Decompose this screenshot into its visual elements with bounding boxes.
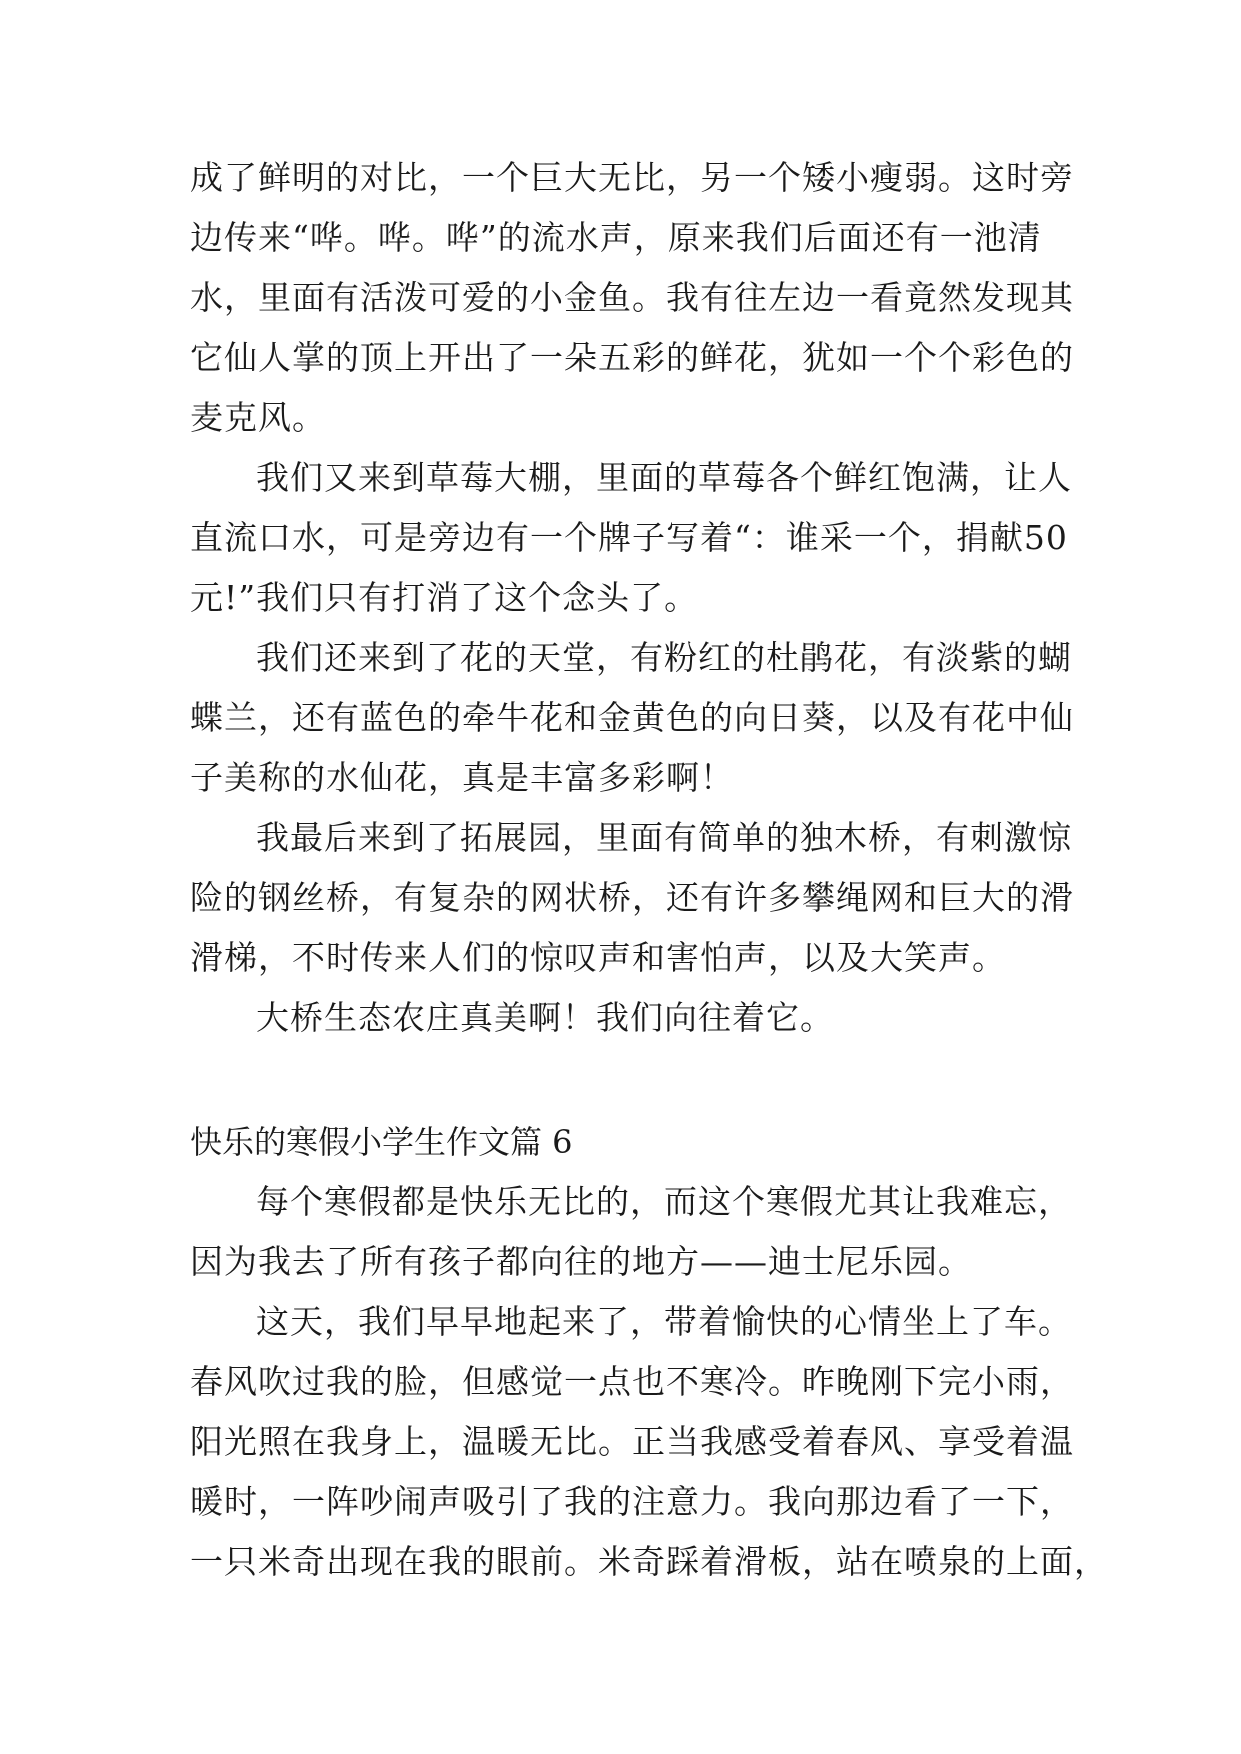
paragraph-line: 子美称的水仙花，真是丰富多彩啊！ [190,758,734,797]
paragraph-line: 暖时，一阵吵闹声吸引了我的注意力。我向那边看了一下， [190,1482,1074,1521]
paragraph-line: 我们还来到了花的天堂，有粉红的杜鹃花，有淡紫的蝴 [256,638,1072,677]
paragraph-line: 成了鲜明的对比，一个巨大无比，另一个矮小瘦弱。这时旁 [190,158,1074,197]
paragraph-line: 蝶兰，还有蓝色的牵牛花和金黄色的向日葵，以及有花中仙 [190,698,1074,737]
paragraph-line: 春风吹过我的脸，但感觉一点也不寒冷。昨晚刚下完小雨， [190,1362,1074,1401]
paragraph-line: 因为我去了所有孩子都向往的地方——迪士尼乐园。 [190,1242,972,1281]
paragraph-line: 我们又来到草莓大棚，里面的草莓各个鲜红饱满，让人 [256,458,1072,497]
paragraph-line: 滑梯，不时传来人们的惊叹声和害怕声，以及大笑声。 [190,938,1006,977]
paragraph-line: 大桥生态农庄真美啊！我们向往着它。 [256,998,834,1037]
paragraph-line: 水，里面有活泼可爱的小金鱼。我有往左边一看竟然发现其 [190,278,1074,317]
paragraph-line: 我最后来到了拓展园，里面有简单的独木桥，有刺激惊 [256,818,1072,857]
paragraph-line: 阳光照在我身上，温暖无比。正当我感受着春风、享受着温 [190,1422,1074,1461]
section-title: 快乐的寒假小学生作文篇 6 [190,1123,573,1161]
paragraph-line: 麦克风。 [190,398,326,437]
paragraph-line: 险的钢丝桥，有复杂的网状桥，还有许多攀绳网和巨大的滑 [190,878,1074,917]
paragraph-line: 直流口水，可是旁边有一个牌子写着“：谁采一个，捐献50 [190,518,1068,557]
paragraph-line: 每个寒假都是快乐无比的，而这个寒假尤其让我难忘， [256,1182,1072,1221]
paragraph-line: 元!”我们只有打消了这个念头了。 [190,578,699,617]
paragraph-line: 一只米奇出现在我的眼前。米奇踩着滑板，站在喷泉的上面， [190,1542,1108,1581]
paragraph-line: 边传来“哗。哗。哗”的流水声，原来我们后面还有一池清 [190,218,1042,257]
paragraph-line: 这天，我们早早地起来了，带着愉快的心情坐上了车。 [256,1302,1072,1341]
paragraph-line: 它仙人掌的顶上开出了一朵五彩的鲜花，犹如一个个彩色的 [190,338,1074,377]
